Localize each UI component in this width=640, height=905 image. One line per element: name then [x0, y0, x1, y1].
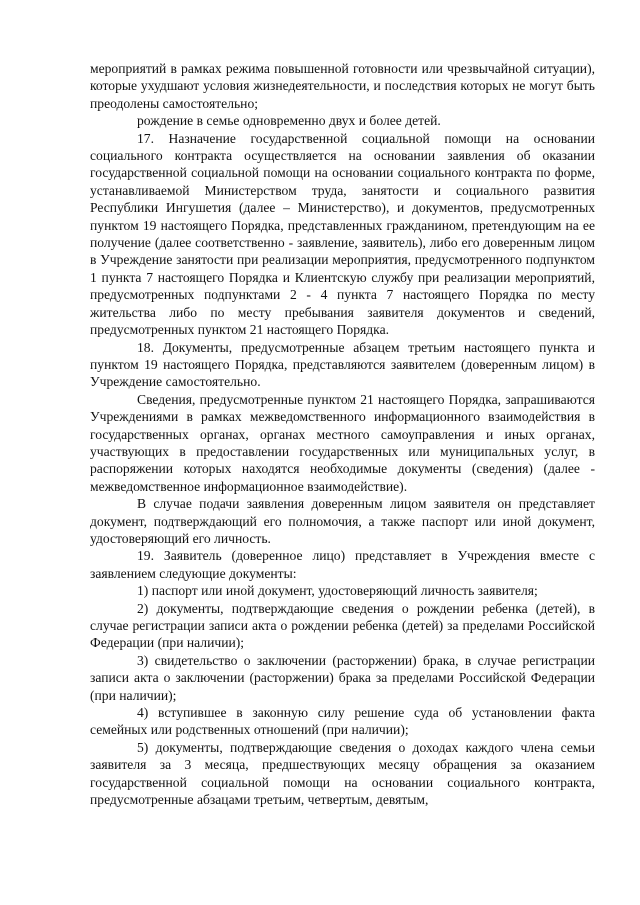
paragraph-17: 17. Назначение государственной социальной помощи на основании социального контракта осуществляется на основании заявления об оказании государственной социальной помощи на основании социального контракта по форме, устанавливаемой Министерством труда, занятости и социального развития Республики Ингушетия (далее – Министерство), и документов, предусмотренных пунктом 19 настоящего Порядка, представленных гражданином, претендующим на ее получение (далее соответственно - заявление, заявитель), либо его доверенным лицом в Учреждение занятости при реализации мероприятия, предусмотренного подпунктом 1 пункта 7 настоящего Порядка и Клиентскую службу при реализации мероприятий, предусмотренных подпунктами 2 - 4 пункта 7 настоящего Порядка по месту жительства либо по месту пребывания заявителя документов и сведений, предусмотренных пунктом 21 настоящего Порядка. [90, 130, 595, 338]
list-item-3: 3) свидетельство о заключении (расторжении) брака, в случае регистрации записи акта о заключении (расторжении) брака за пределами Российской Федерации (при наличии); [90, 652, 595, 703]
list-item-5: 5) документы, подтверждающие сведения о доходах каждого члена семьи заявителя за 3 месяца, предшествующих месяцу обращения за оказанием государственной социальной помощи на основании социального контракта, предусмотренные абзацами третьим, четвертым, девятым, [90, 739, 595, 808]
paragraph-birth-of-two-children: рождение в семье одновременно двух и более детей. [137, 113, 441, 129]
document-page [90, 60, 595, 808]
paragraph-18-information: Сведения, предусмотренные пунктом 21 настоящего Порядка, запрашиваются Учреждениями в рамках межведомственного информационного взаимодействия в государственных органах, органах местного самоуправления и иных органах, участвующих в предоставлении государственных или муниципальных услуг, в распоряжении которых находятся необходимые документы (сведения) (далее - межведомственное информационное взаимодействие). [90, 391, 595, 494]
paragraph-continuation: мероприятий в рамках режима повышенной готовности или чрезвычайной ситуации), которые ухудшают условия жизнедеятельности, и последствия которых не могут быть преодолены самостоятельно; [90, 61, 595, 111]
list-item-2: 2) документы, подтверждающие сведения о рождении ребенка (детей), в случае регистрации записи акта о рождении ребенка (детей) за пределами Российской Федерации (при наличии); [90, 600, 595, 651]
list-item-1: 1) паспорт или иной документ, удостоверяющий личность заявителя; [137, 583, 538, 599]
paragraph-18-representative: В случае подачи заявления доверенным лицом заявителя он представляет документ, подтверждающий его полномочия, а также паспорт или иной документ, удостоверяющий его личность. [90, 496, 595, 546]
list-item-4: 4) вступившее в законную силу решение суда об установлении факта семейных или родственных отношений (при наличии); [90, 705, 595, 738]
paragraph-18: 18. Документы, предусмотренные абзацем третьим настоящего пункта и пунктом 19 настоящего Порядка, представляются заявителем (доверенным лицом) в Учреждение самостоятельно. [90, 339, 595, 390]
paragraph-19: 19. Заявитель (доверенное лицо) представляет в Учреждения вместе с заявлением следующие документы: [90, 548, 595, 581]
